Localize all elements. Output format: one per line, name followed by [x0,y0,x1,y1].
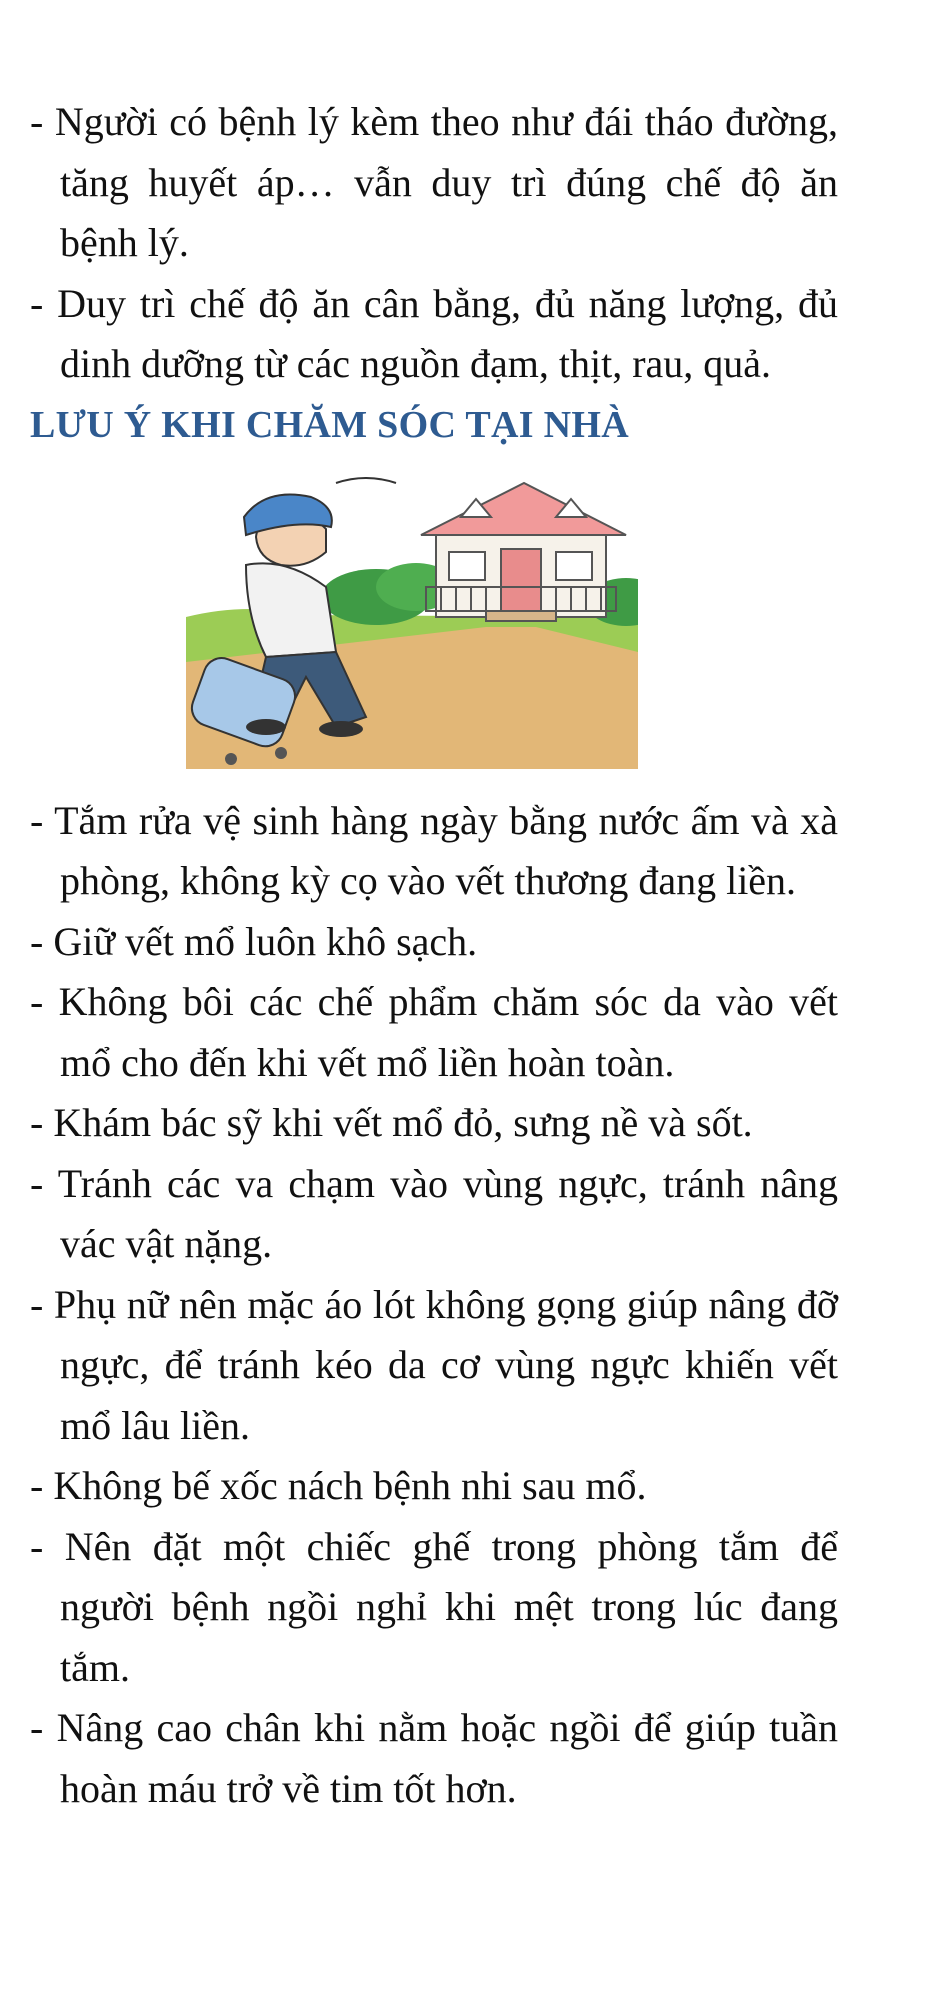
care-bullet-bra: - Phụ nữ nên mặc áo lót không gọng giúp nâng đỡ ngực, để tránh kéo da cơ vùng ngực khiến vết mổ lâu liền. [30,1281,838,1448]
care-bullet-bathing: - Tắm rửa vệ sinh hàng ngày bằng nước ấm và xà phòng, không kỳ cọ vào vết thương đang liền. [30,797,838,903]
care-bullet-avoid-impact: - Tránh các va chạm vào vùng ngực, tránh nâng vác vật nặng. [30,1160,838,1266]
care-bullet-see-doctor: - Khám bác sỹ khi vết mổ đỏ, sưng nề và sốt. [30,1100,753,1145]
home-care-heading: LƯU Ý KHI CHĂM SÓC TẠI NHÀ [30,403,629,446]
care-bullet-no-skin-products: - Không bôi các chế phẩm chăm sóc da vào vết mổ cho đến khi vết mổ liền hoàn toàn. [30,979,838,1085]
porch-step [486,611,556,621]
person-with-suitcase-walking-home-illustration [186,477,638,769]
document-content [30,92,838,1819]
diet-bullet-comorbidity: - Người có bệnh lý kèm theo như đái tháo đường, tăng huyết áp… vẫn duy trì đúng chế độ ăn bệnh lý. [30,99,838,265]
care-bullet-shower-chair: - Nên đặt một chiếc ghế trong phòng tắm để người bệnh ngồi nghỉ khi mệt trong lúc đang tắm. [30,1523,838,1690]
care-bullet-children: - Không bế xốc nách bệnh nhi sau mổ. [30,1463,647,1508]
care-bullet-elevate-legs: - Nâng cao chân khi nằm hoặc ngồi để giúp tuần hoàn máu trở về tim tốt hơn. [30,1705,838,1811]
diet-bullet-balanced: - Duy trì chế độ ăn cân bằng, đủ năng lượng, đủ dinh dưỡng từ các nguồn đạm, thịt, rau, quả. [30,280,838,386]
care-bullet-keep-dry: - Giữ vết mổ luôn khô sạch. [30,918,478,964]
house-door [501,549,541,611]
